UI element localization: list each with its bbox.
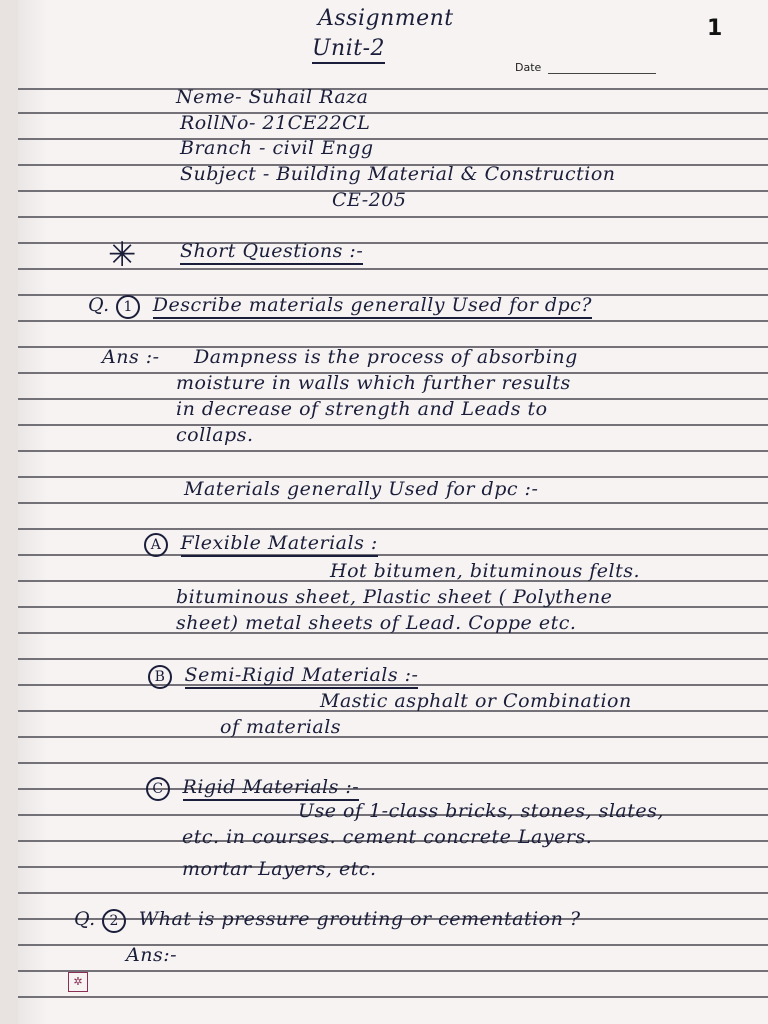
student-name: Neme- Suhail Raza bbox=[176, 86, 369, 108]
notebook-logo-icon: ✲ bbox=[68, 972, 88, 992]
answer-line: in decrease of strength and Leads to bbox=[176, 398, 548, 420]
ruled-line bbox=[18, 658, 768, 660]
ruled-line bbox=[18, 424, 768, 426]
item-c-line: Use of 1-class bricks, stones, slates, bbox=[298, 800, 664, 822]
branch: Branch - civil Engg bbox=[180, 137, 374, 159]
ruled-line bbox=[18, 866, 768, 868]
question-2 bbox=[74, 908, 581, 933]
item-b-line: of materials bbox=[220, 716, 342, 738]
question-1 bbox=[88, 294, 592, 319]
section-title: Short Questions :- bbox=[180, 240, 363, 265]
answer-line: Dampness is the process of absorbing bbox=[194, 346, 578, 368]
item-title: Semi-Rigid Materials :- bbox=[185, 664, 419, 689]
ruled-line bbox=[18, 320, 768, 322]
subject: Subject - Building Material & Construction bbox=[180, 163, 616, 185]
ruled-line bbox=[18, 970, 768, 972]
question-text: Describe materials generally Used for dpc? bbox=[153, 294, 592, 319]
answer-line: collaps. bbox=[176, 424, 254, 446]
item-b-heading bbox=[148, 664, 418, 689]
ruled-line bbox=[18, 528, 768, 530]
notebook-page bbox=[18, 0, 768, 1024]
ruled-line bbox=[18, 502, 768, 504]
item-letter: B bbox=[148, 665, 172, 689]
date-label: Date bbox=[515, 61, 542, 74]
item-c-line: mortar Layers, etc. bbox=[182, 858, 377, 880]
item-b-line: Mastic asphalt or Combination bbox=[320, 690, 632, 712]
answer-label: Ans :- bbox=[102, 346, 160, 368]
subject-code: CE-205 bbox=[332, 189, 407, 211]
ruled-line bbox=[18, 450, 768, 452]
question-text: What is pressure grouting or cementation ? bbox=[138, 908, 581, 930]
ruled-line bbox=[18, 138, 768, 140]
materials-heading: Materials generally Used for dpc :- bbox=[184, 478, 539, 500]
unit-title: Unit-2 bbox=[312, 36, 385, 64]
asterisk-icon: ✳ bbox=[108, 235, 137, 275]
ruled-line bbox=[18, 216, 768, 218]
item-a-heading bbox=[144, 532, 378, 557]
item-c-line: etc. in courses. cement concrete Layers. bbox=[182, 826, 593, 848]
item-letter: C bbox=[146, 777, 170, 801]
item-a-line: sheet) metal sheets of Lead. Coppe etc. bbox=[176, 612, 577, 634]
item-letter: A bbox=[144, 533, 168, 557]
date-line bbox=[548, 73, 656, 74]
answer-2-label: Ans:- bbox=[126, 944, 178, 966]
ruled-line bbox=[18, 736, 768, 738]
question-label: Q. bbox=[74, 908, 96, 930]
item-a-line: bituminous sheet, Plastic sheet ( Polythene bbox=[176, 586, 613, 608]
question-label: Q. bbox=[88, 294, 110, 316]
question-number: 1 bbox=[116, 295, 140, 319]
ruled-line bbox=[18, 112, 768, 114]
item-title: Rigid Materials :- bbox=[183, 776, 360, 801]
answer-line: moisture in walls which further results bbox=[176, 372, 571, 394]
page-number: 1 bbox=[707, 16, 723, 41]
ruled-line bbox=[18, 88, 768, 90]
ruled-line bbox=[18, 788, 768, 790]
item-title: Flexible Materials : bbox=[181, 532, 378, 557]
item-a-line: Hot bitumen, bituminous felts. bbox=[330, 560, 641, 582]
question-number: 2 bbox=[102, 909, 126, 933]
ruled-line bbox=[18, 762, 768, 764]
ruled-line bbox=[18, 554, 768, 556]
roll-number: RollNo- 21CE22CL bbox=[180, 112, 371, 134]
item-c-heading bbox=[146, 776, 359, 801]
assignment-title: Assignment bbox=[318, 6, 454, 31]
ruled-line bbox=[18, 996, 768, 998]
ruled-line bbox=[18, 892, 768, 894]
